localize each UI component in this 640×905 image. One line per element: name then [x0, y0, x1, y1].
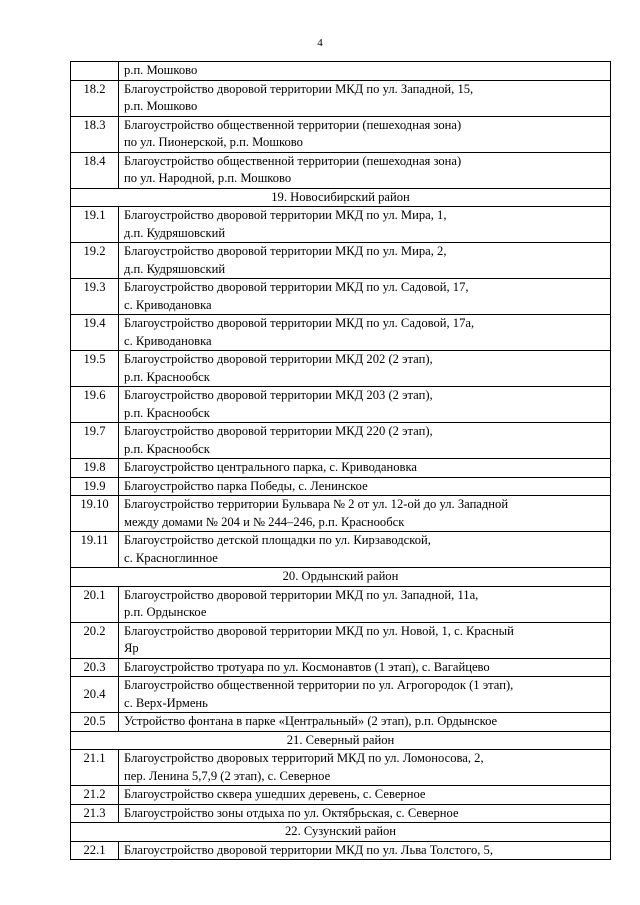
item-description: Благоустройство общественной территории (пешеходная зона) по ул. Народной, р.п. Мошково	[119, 152, 611, 188]
item-description: Благоустройство детской площадки по ул. Кирзаводской, с. Красноглинное	[119, 532, 611, 568]
item-number: 18.4	[71, 152, 119, 188]
table-row	[71, 116, 611, 152]
item-number: 20.2	[71, 622, 119, 658]
item-description: Благоустройство тротуара по ул. Космонавтов (1 этап), с. Вагайцево	[119, 658, 611, 677]
item-number: 20.4	[71, 677, 119, 713]
item-description: Благоустройство дворовой территории МКД по ул. Мира, 2, д.п. Кудряшовский	[119, 243, 611, 279]
item-description: Благоустройство дворовой территории МКД 203 (2 этап), р.п. Краснообск	[119, 387, 611, 423]
item-number: 21.2	[71, 786, 119, 805]
item-number: 22.1	[71, 841, 119, 860]
item-description: Благоустройство парка Победы, с. Ленинское	[119, 477, 611, 496]
table-row	[71, 496, 611, 532]
table-row	[71, 622, 611, 658]
item-description: Благоустройство дворовой территории МКД по ул. Мира, 1, д.п. Кудряшовский	[119, 207, 611, 243]
item-description: Благоустройство дворовой территории МКД 202 (2 этап), р.п. Краснообск	[119, 351, 611, 387]
item-description: Благоустройство дворовой территории МКД по ул. Садовой, 17, с. Криводановка	[119, 279, 611, 315]
item-number: 21.1	[71, 750, 119, 786]
table-row	[71, 750, 611, 786]
item-number: 20.1	[71, 586, 119, 622]
item-number	[71, 62, 119, 81]
item-number: 19.5	[71, 351, 119, 387]
item-number: 18.2	[71, 80, 119, 116]
item-number: 19.2	[71, 243, 119, 279]
table-row	[71, 477, 611, 496]
item-description: Устройство фонтана в парке «Центральный» (2 этап), р.п. Ордынское	[119, 713, 611, 732]
item-description: Благоустройство зоны отдыха по ул. Октябрьская, с. Северное	[119, 804, 611, 823]
item-description: Благоустройство дворовой территории МКД по ул. Льва Толстого, 5,	[119, 841, 611, 860]
item-number: 19.1	[71, 207, 119, 243]
table-row	[71, 586, 611, 622]
item-number: 21.3	[71, 804, 119, 823]
item-description: Благоустройство дворовой территории МКД по ул. Новой, 1, с. Красный Яр	[119, 622, 611, 658]
item-description: Благоустройство общественной территории по ул. Агрогородок (1 этап), с. Верх-Ирмень	[119, 677, 611, 713]
section-title: 19. Новосибирский район	[71, 188, 611, 207]
table-row	[71, 713, 611, 732]
item-number: 19.9	[71, 477, 119, 496]
table-row	[71, 459, 611, 478]
table-row	[71, 786, 611, 805]
table-row	[71, 804, 611, 823]
page-number: 4	[317, 37, 323, 49]
item-number: 19.3	[71, 279, 119, 315]
projects-table-body	[71, 62, 611, 860]
item-description: Благоустройство общественной территории (пешеходная зона) по ул. Пионерской, р.п. Мошково	[119, 116, 611, 152]
table-row	[71, 243, 611, 279]
item-description: р.п. Мошково	[119, 62, 611, 81]
table-row	[71, 62, 611, 81]
item-number: 19.11	[71, 532, 119, 568]
item-number: 18.3	[71, 116, 119, 152]
item-description: Благоустройство дворовой территории МКД по ул. Садовой, 17а, с. Криводановка	[119, 315, 611, 351]
item-number: 20.5	[71, 713, 119, 732]
item-number: 19.8	[71, 459, 119, 478]
item-number: 19.10	[71, 496, 119, 532]
table-row	[71, 351, 611, 387]
section-header-row	[71, 188, 611, 207]
item-description: Благоустройство дворовых территорий МКД по ул. Ломоносова, 2, пер. Ленина 5,7,9 (2 этап), с. Северное	[119, 750, 611, 786]
item-description: Благоустройство дворовой территории МКД по ул. Западной, 15, р.п. Мошково	[119, 80, 611, 116]
table-row	[71, 207, 611, 243]
table-row	[71, 658, 611, 677]
projects-table	[70, 61, 611, 860]
item-description: Благоустройство дворовой территории МКД по ул. Западной, 11а, р.п. Ордынское	[119, 586, 611, 622]
item-description: Благоустройство территории Бульвара № 2 от ул. 12-ой до ул. Западной между домами № 204 и № 244–246, р.п. Краснообск	[119, 496, 611, 532]
section-header-row	[71, 568, 611, 587]
item-number: 19.7	[71, 423, 119, 459]
table-row	[71, 152, 611, 188]
section-title: 20. Ордынский район	[71, 568, 611, 587]
table-row	[71, 279, 611, 315]
item-number: 19.4	[71, 315, 119, 351]
table-row	[71, 841, 611, 860]
item-number: 19.6	[71, 387, 119, 423]
table-row	[71, 423, 611, 459]
section-header-row	[71, 823, 611, 842]
item-description: Благоустройство сквера ушедших деревень, с. Северное	[119, 786, 611, 805]
table-row	[71, 532, 611, 568]
section-title: 21. Северный район	[71, 731, 611, 750]
section-title: 22. Сузунский район	[71, 823, 611, 842]
table-row	[71, 677, 611, 713]
item-description: Благоустройство дворовой территории МКД 220 (2 этап), р.п. Краснообск	[119, 423, 611, 459]
table-row	[71, 387, 611, 423]
item-description: Благоустройство центрального парка, с. Криводановка	[119, 459, 611, 478]
table-row	[71, 80, 611, 116]
section-header-row	[71, 731, 611, 750]
table-row	[71, 315, 611, 351]
item-number: 20.3	[71, 658, 119, 677]
